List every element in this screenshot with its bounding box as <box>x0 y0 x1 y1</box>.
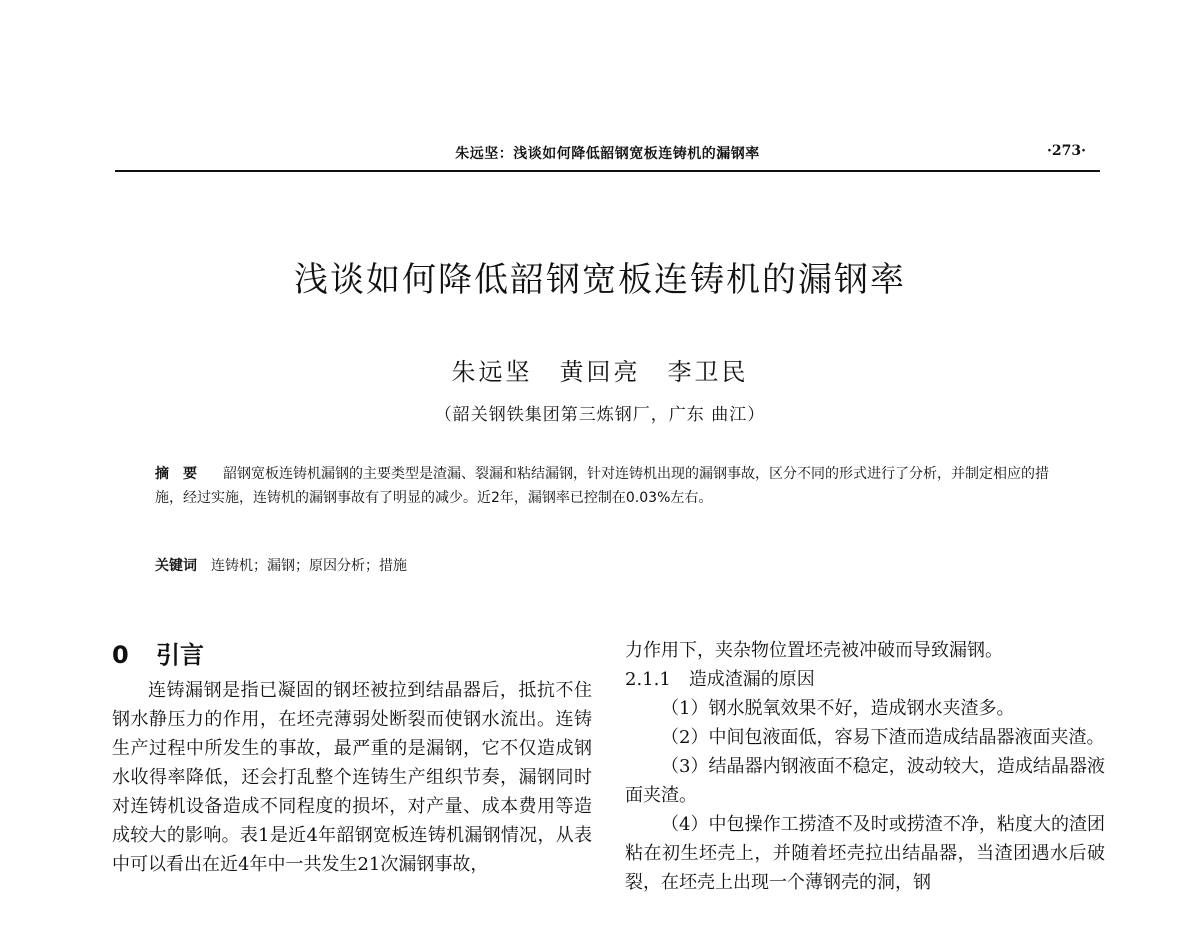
running-header <box>115 143 1100 167</box>
right-column <box>625 636 1105 897</box>
authors: 朱远坚 黄回亮 李卫民 <box>451 358 749 386</box>
header-rule <box>115 170 1100 172</box>
affiliation: （韶关钢铁集团第三炼钢厂，广东 曲江） <box>434 405 766 425</box>
list-item: （1）钢水脱氧效果不好，造成钢水夹渣多。 <box>661 698 1015 719</box>
section-number: 0 <box>112 641 129 669</box>
running-title: 朱远坚：浅谈如何降低韶钢宽板连铸机的漏钢率 <box>455 146 760 162</box>
left-column <box>112 636 592 879</box>
subsection-number: 2.1.1 <box>625 669 671 690</box>
list-item: （3）结晶器内钢液面不稳定，波动较大，造成结晶器液面夹渣。 <box>625 756 1105 806</box>
subsection-heading <box>625 665 1105 694</box>
section-heading <box>112 636 592 674</box>
list-item: （2）中间包液面低，容易下渣而造成结晶器液面夹渣。 <box>661 727 1105 748</box>
keywords-text: 连铸机；漏钢；原因分析；措施 <box>211 558 407 574</box>
list-item: （4）中包操作工捞渣不及时或捞渣不净，粘度大的渣团粘在初生坯壳上，并随着坯壳拉出结晶器，当渣团遇水后破裂，在坯壳上出现一个薄钢壳的洞，钢 <box>625 814 1105 893</box>
abstract-text: 韶钢宽板连铸机漏钢的主要类型是渣漏、裂漏和粘结漏钢，针对连铸机出现的漏钢事故，区分不同的形式进行了分析，并制定相应的措施，经过实施，连铸机的漏钢事故有了明显的减少。近2年，漏钢率已控制在0.03%左右。 <box>155 466 1049 506</box>
section-title: 引言 <box>156 641 204 669</box>
paper-title: 浅谈如何降低韶钢宽板连铸机的漏钢率 <box>294 260 906 300</box>
abstract-label: 摘要 <box>155 466 211 482</box>
keywords <box>155 554 1050 578</box>
continuation-paragraph: 力作用下，夹杂物位置坯壳被冲破而导致漏钢。 <box>625 640 1003 661</box>
page-number: ·273· <box>1047 143 1086 159</box>
subsection-title: 造成渣漏的原因 <box>688 669 815 690</box>
intro-paragraph: 连铸漏钢是指已凝固的钢坯被拉到结晶器后，抵抗不住钢水静压力的作用，在坯壳薄弱处断裂而使钢水流出。连铸生产过程中所发生的事故，最严重的是漏钢，它不仅造成钢水收得率降低，还会打乱整个连铸生产组织节奏，漏钢同时对连铸机设备造成不同程度的损坏，对产量、成本费用等造成较大的影响。表1是近4年韶钢宽板连铸机漏钢情况，从表中可以看出在近4年中一共发生21次漏钢事故， <box>112 680 592 875</box>
abstract <box>155 462 1050 510</box>
keywords-label: 关键词 <box>155 558 197 574</box>
